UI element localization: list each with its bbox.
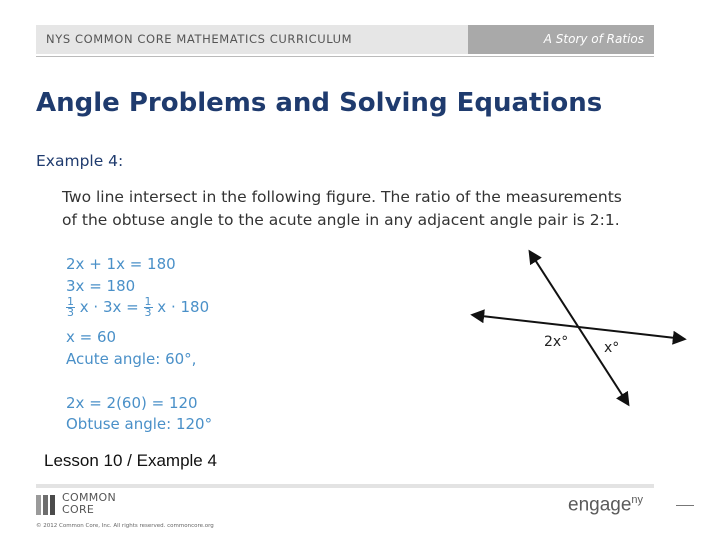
fraction-one-third-right: $\frac{1}{3}$ bbox=[144, 295, 152, 319]
problem-line-1: Two line intersect in the following figure. The ratio of the measurements bbox=[62, 188, 622, 206]
common-core-logo bbox=[36, 495, 60, 515]
lesson-label: Lesson 10 / Example 4 bbox=[44, 451, 217, 470]
problem-line-2: of the obtuse angle to the acute angle in any adjacent angle pair is 2:1. bbox=[62, 211, 620, 229]
equation-1: 2x + 1x = 180 bbox=[66, 255, 176, 273]
equation-2: 3x = 180 bbox=[66, 277, 136, 295]
module-label: A Story of Ratios bbox=[468, 25, 654, 54]
acute-angle-result: Acute angle: 60°, bbox=[66, 350, 197, 368]
footer-divider bbox=[36, 484, 654, 488]
copyright-text: © 2012 Common Core, Inc. All rights reserved. commoncore.org bbox=[36, 523, 214, 529]
example-label: Example 4: bbox=[36, 152, 124, 170]
equation-6: 2x = 2(60) = 120 bbox=[66, 394, 198, 412]
equation-4: x = 60 bbox=[66, 328, 117, 346]
curriculum-label: NYS COMMON CORE MATHEMATICS CURRICULUM bbox=[46, 32, 353, 46]
footer-dash bbox=[676, 505, 694, 506]
fraction-one-third-left: $\frac{1}{3}$ bbox=[67, 295, 74, 319]
equation-3-middle: x · 3x = bbox=[79, 298, 139, 316]
acute-angle-label: x° bbox=[604, 340, 620, 356]
common-core-wordmark: COMMON CORE bbox=[62, 491, 117, 516]
line-shallow bbox=[473, 315, 684, 339]
page-title: Angle Problems and Solving Equations bbox=[36, 88, 603, 118]
obtuse-angle-label: 2x° bbox=[544, 334, 569, 350]
equation-3-end: x · 180 bbox=[157, 298, 210, 316]
obtuse-angle-result: Obtuse angle: 120° bbox=[66, 415, 213, 433]
engageny-logo: engage$^{ny}$ bbox=[568, 494, 644, 516]
